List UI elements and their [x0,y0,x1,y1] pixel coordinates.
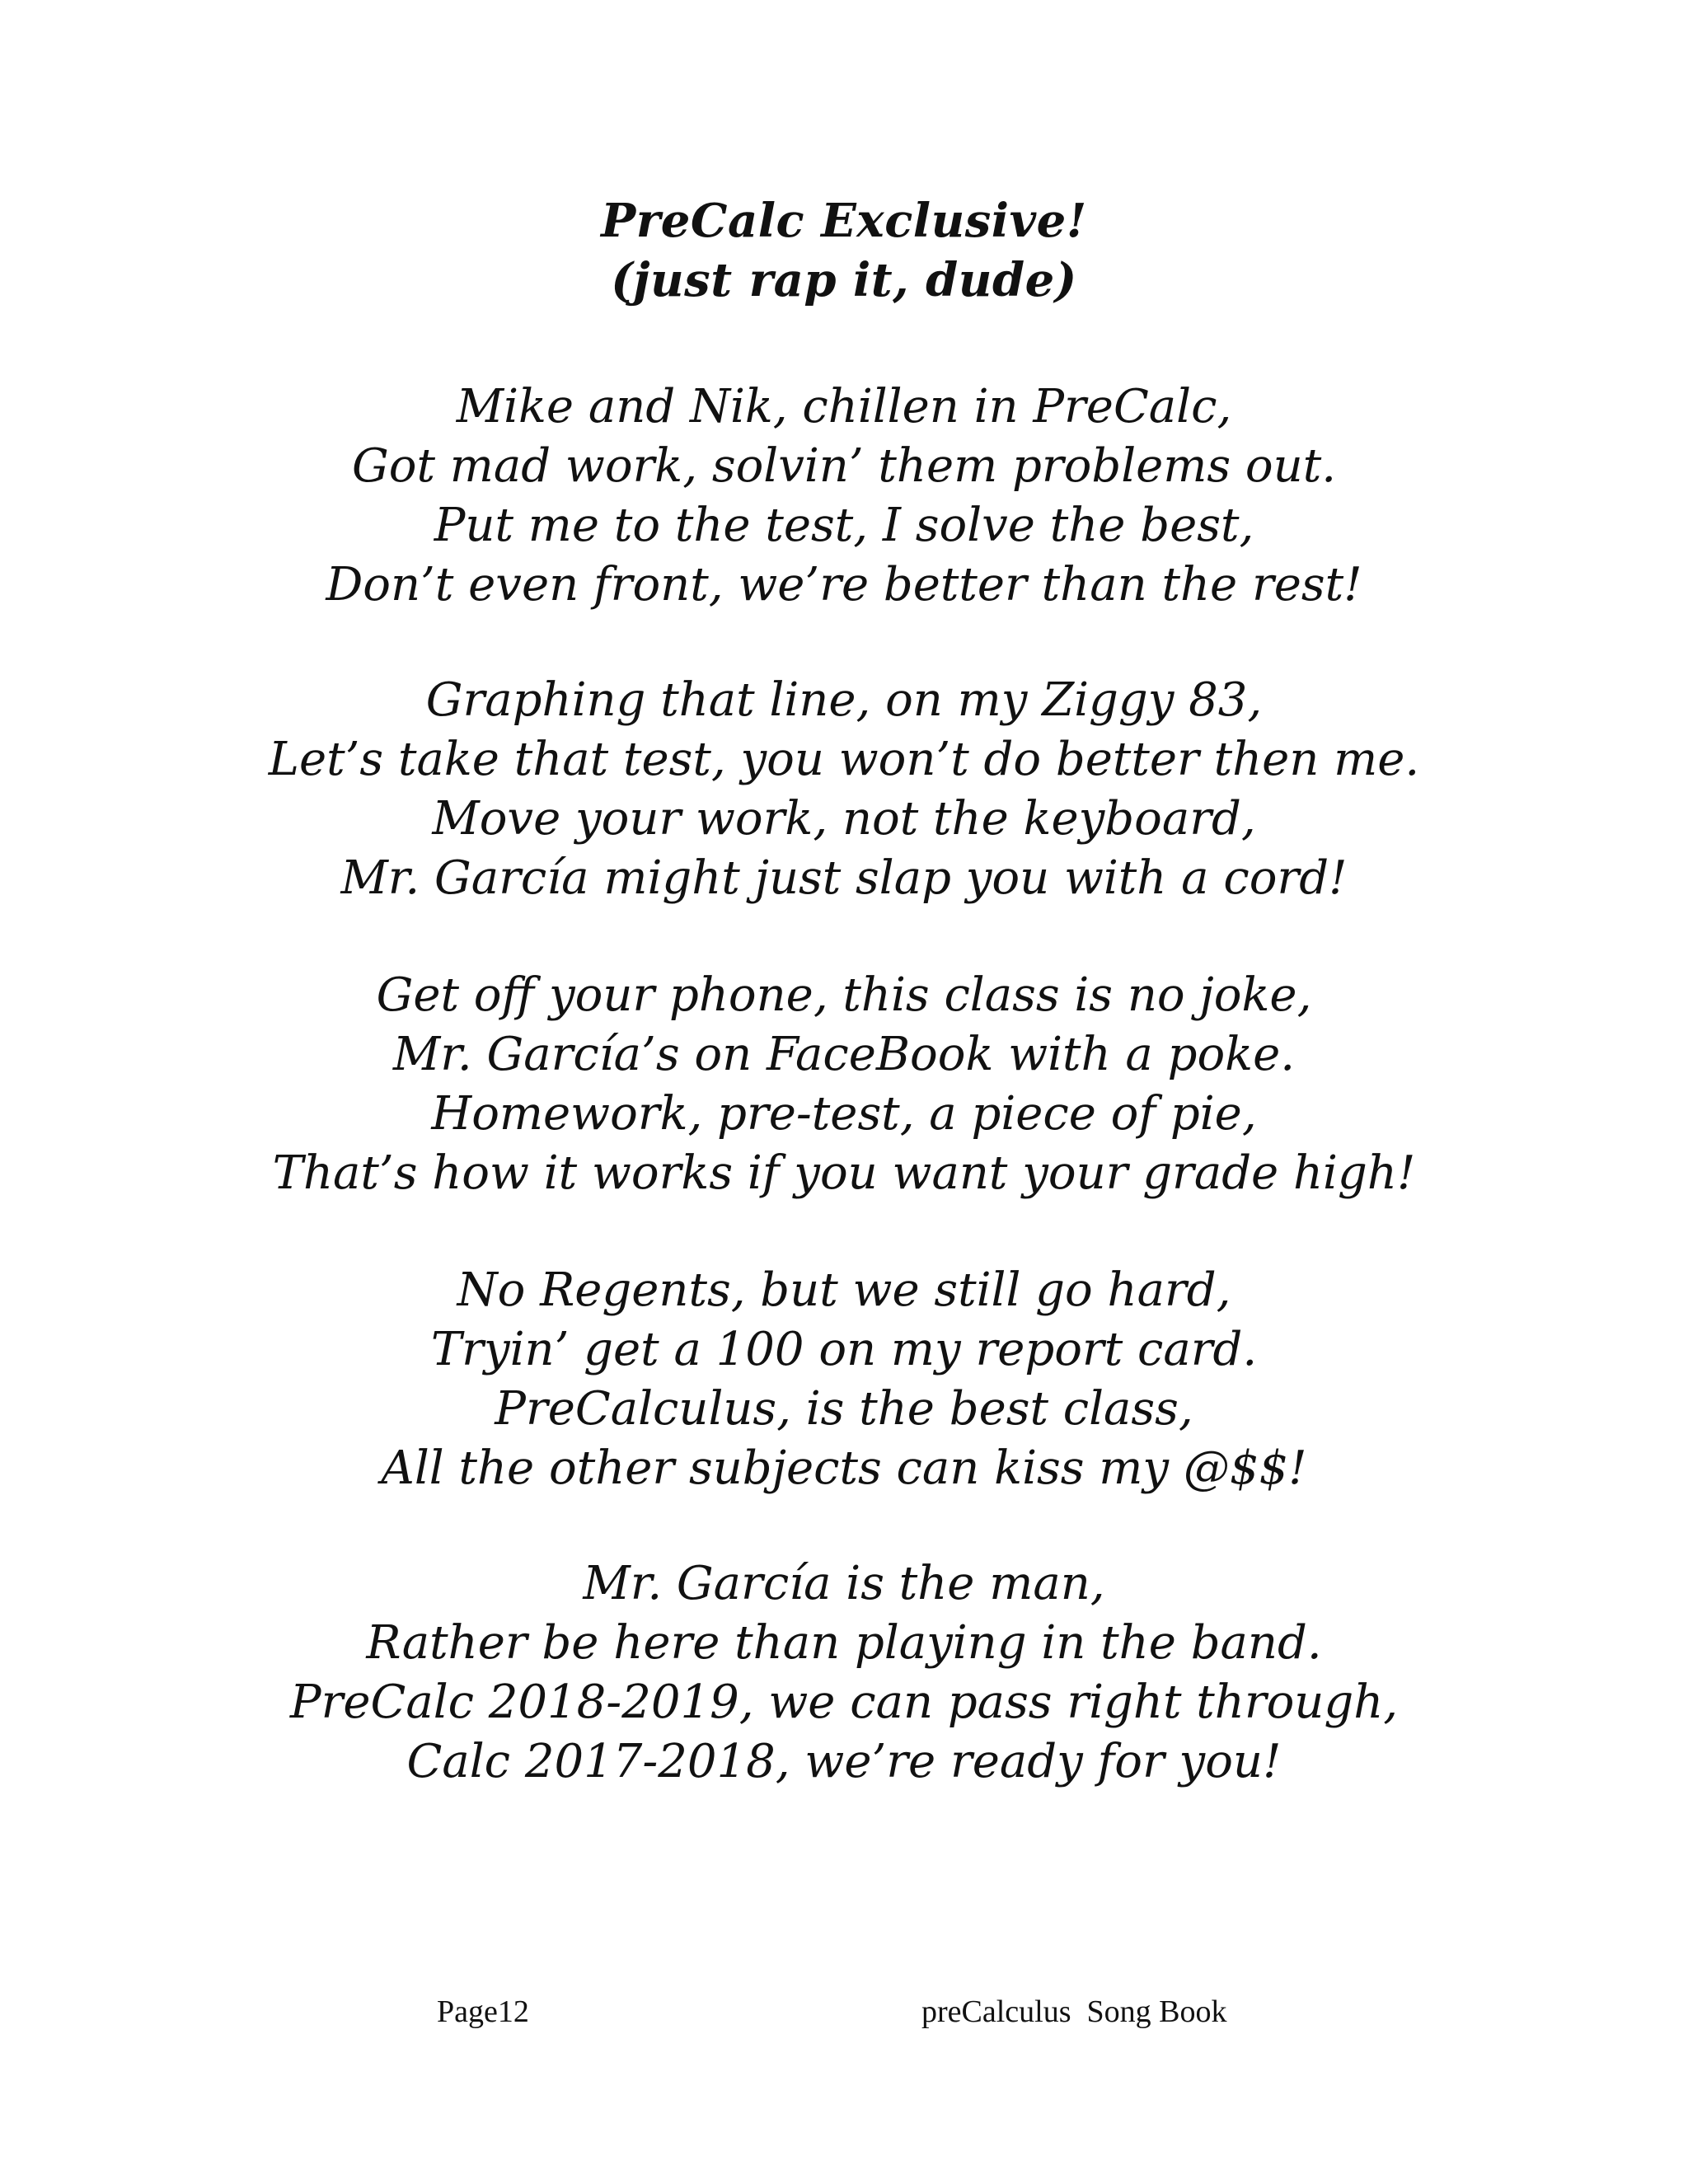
verse-1 [0,377,1688,615]
verse-line: PreCalculus, is the best class, [495,1382,1193,1436]
verse-line: All the other subjects can kiss my @$$! [381,1441,1307,1495]
verse-line: Put me to the test, I solve the best, [434,499,1254,552]
song-title-block [0,191,1688,310]
footer-page-number: Page12 [437,1994,529,2029]
verse-line: Get off your phone, this class is no joke, [376,968,1312,1022]
verse-line: Mike and Nik, chillen in PreCalc, [456,380,1232,434]
verse-line: Homework, pre-test, a piece of pie, [431,1087,1257,1141]
verse-line: No Regents, but we still go hard, [457,1263,1231,1317]
verse-line: Mr. García is the man, [583,1557,1105,1610]
verse-line: Mr. García might just slap you with a cord! [340,851,1348,905]
verse-line: Graphing that line, on my Ziggy 83, [425,673,1263,727]
verse-line: Tryin’ get a 100 on my report card. [430,1323,1258,1376]
verse-2 [0,671,1688,908]
verse-3 [0,966,1688,1203]
verse-4 [0,1261,1688,1498]
verse-line: Let’s take that test, you won’t do better then me. [268,733,1420,786]
song-subtitle: (just rap it, dude) [611,253,1077,307]
verse-line: Mr. García’s on FaceBook with a poke. [392,1028,1296,1081]
verse-line: Move your work, not the keyboard, [432,792,1256,846]
verse-line: Got mad work, solvin’ them problems out. [352,439,1336,493]
verse-line: Don’t even front, we’re better than the rest! [326,558,1362,612]
verse-line: Calc 2017-2018, we’re ready for you! [406,1735,1282,1788]
verse-line: Rather be here than playing in the band. [366,1616,1322,1670]
verse-line: PreCalc 2018-2019, we can pass right through, [289,1675,1399,1729]
song-title: PreCalc Exclusive! [601,194,1087,248]
verse-line: That’s how it works if you want your grade high! [272,1146,1416,1200]
verse-5 [0,1554,1688,1792]
footer-book-title: preCalculus Song Book [921,1994,1227,2029]
